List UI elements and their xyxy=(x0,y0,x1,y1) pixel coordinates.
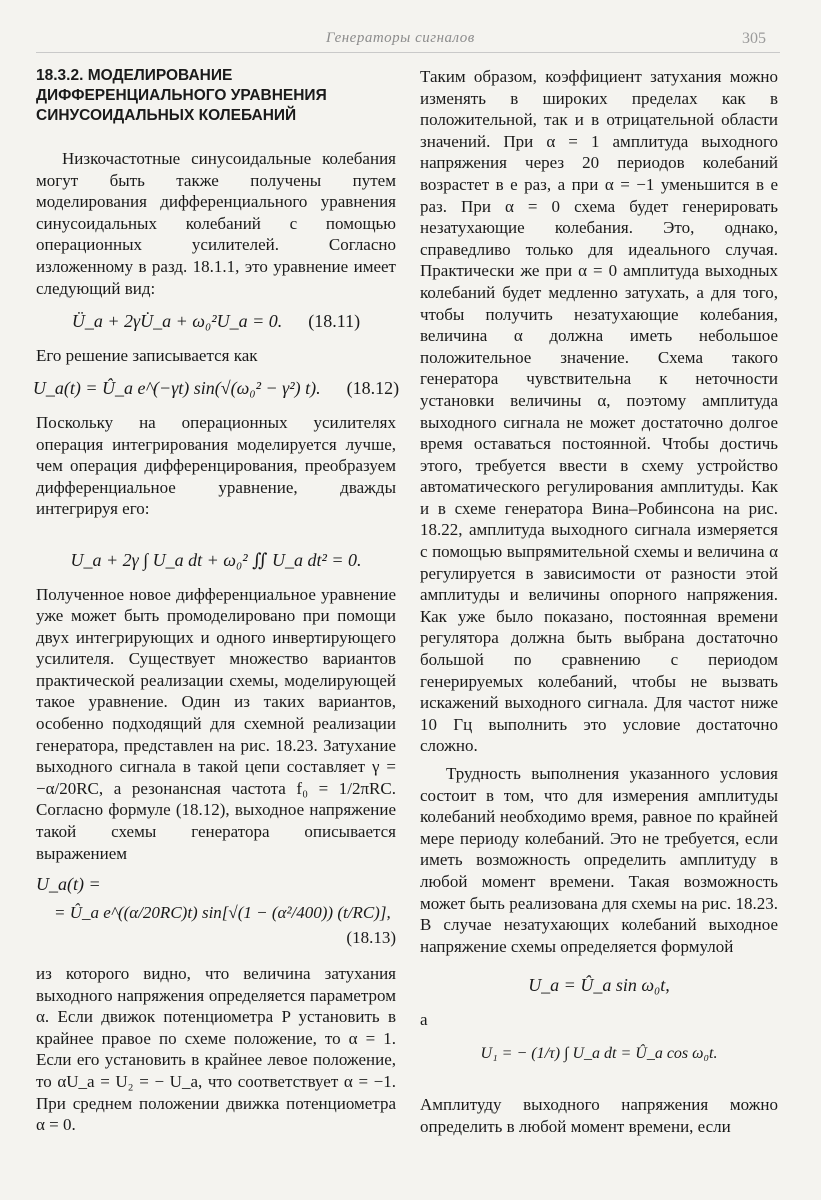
paragraph: из которого видно, что величина затухания выходного напряжения определяется параметром α. Если движок потенциометра P установить в крайнее правое по схеме положение, то α = 1. Если его установить в крайнее левое положение, то αU_a = U₂ = − U_a, что соответствует α = −1. При среднем положении движка потенциометра α = 0. xyxy=(36,964,396,1135)
paragraph: Таким образом, коэффициент затухания можно изменять в широких пределах как в положительной, так и в отрицательной области значений. При α = 1 амплитуда выходного напряжения через 20 периодов колебаний возрастет в e раз, а при α = −1 уменьшится в e раз. При α = 0 схема будет генерировать незатухающие колебания. Это, однако, справедливо только для идеального случая. Практически же при α = 0 амплитуда выходных колебаний будет медленно затухать, а для того, чтобы получить незатухающие колебания, величина α должна иметь небольшое положительное значение. Схема такого генератора чувствительна к неточности установки величины α, поэтому амплитуда выходного сигнала не может достаточно долгое время оставаться постоянной. Чтобы достичь этого, требуется ввести в схему устройство автоматического регулирования амплитуды. Как и в схеме генератора Вина–Робинсона на рис. 18.22, амплитуда выходного сигнала измеряется с помощью выпрямительной схемы и величина α регулируется в зависимости от разности этой амплитуды и величины опорного напряжения. Как уже было показано, постоянная времени регулятора должна быть выбрана достаточно большой по сравнению с периодом генерируемых колебаний, чтобы не вызвать искажений выходного сигнала. Для частот ниже 10 Гц выполнить это условие достаточно сложно. xyxy=(420,67,778,756)
right-column xyxy=(420,66,778,1137)
equation-number: (18.12) xyxy=(346,378,400,399)
equation-text: Ü_a + 2γU̇_a + ω₀²U_a = 0. xyxy=(71,311,283,332)
equation-18-12 xyxy=(32,378,400,400)
equation-text: U₁ = − (1/τ) ∫ U_a dt = Û_a cos ω₀t. xyxy=(480,1044,718,1062)
equation-text: U_a = Û_a sin ω₀t, xyxy=(528,975,670,996)
conjunction-word: а xyxy=(420,1009,428,1029)
paragraph: Полученное новое дифференциальное уравнение уже может быть промоделировано при помощи двух интегрирующих и одного инвертирующего усилителя. Существует множество вариантов практической реализации схемы, моделирующей такое уравнение. Один из таких вариантов, особенно подходящий для схемной реализации генератора, представлен на рис. 18.23. Затухание выходного сигнала в такой цепи составляет γ = −α/20RC, а резонансная частота f₀ = 1/2πRC. Согласно формуле (18.12), выходное напряжение такой схемы генератора описывается выражением xyxy=(36,584,396,863)
equation-18-13-line1: U_a(t) = xyxy=(36,874,101,895)
equation-integrator-output xyxy=(420,1043,778,1065)
equation-18-13-line2: = Û_a e^((α/20RC)t) sin[√(1 − (α²/400)) (t/RC)], xyxy=(54,902,391,922)
equation-text: U_a(t) = Û_a e^(−γt) sin(√(ω₀² − γ²) t). xyxy=(32,378,321,399)
equation-number: (18.11) xyxy=(308,311,361,332)
running-title: Генераторы сигналов xyxy=(326,30,475,46)
section-heading: 18.3.2. МОДЕЛИРОВАНИЕ ДИФФЕРЕНЦИАЛЬНОГО УРАВНЕНИЯ СИНУСОИДАЛЬНЫХ КОЛЕБАНИЙ xyxy=(36,67,327,124)
integral-equation xyxy=(36,550,396,572)
paragraph: Поскольку на операционных усилителях операция интегрирования моделируется лучше, чем операция дифференцирования, преобразуем дифференциальное уравнение, дважды интегрируя его: xyxy=(36,412,396,519)
running-head xyxy=(0,30,821,54)
paragraph: Низкочастотные синусоидальные колебания могут быть также получены путем моделирования дифференциального уравнения синусоидальных колебаний с помощью операционных усилителей. Согласно изложенному в разд. 18.1.1, это уравнение имеет следующий вид: xyxy=(36,149,396,298)
equation-output-voltage xyxy=(420,975,778,997)
equation-18-11 xyxy=(36,311,396,333)
paragraph: Трудность выполнения указанного условия состоит в том, что для измерения амплитуды колебаний необходимо время, равное по крайней мере периоду колебаний. Это не требуется, если иметь возможность определить амплитуду в любой момент времени. Такая возможность может быть реализована для схемы на рис. 18.23. В случае незатухающих колебаний выходное напряжение схемы определяется формулой xyxy=(420,764,778,956)
equation-text: U_a + 2γ ∫ U_a dt + ω₀² ∬ U_a dt² = 0. xyxy=(70,549,362,570)
header-rule xyxy=(36,52,780,53)
paragraph: Амплитуду выходного напряжения можно определить в любой момент времени, если xyxy=(420,1095,778,1136)
paragraph: Его решение записывается как xyxy=(36,345,258,365)
page-number: 305 xyxy=(742,30,766,47)
equation-number: (18.13) xyxy=(346,928,396,948)
left-column xyxy=(32,66,400,1136)
